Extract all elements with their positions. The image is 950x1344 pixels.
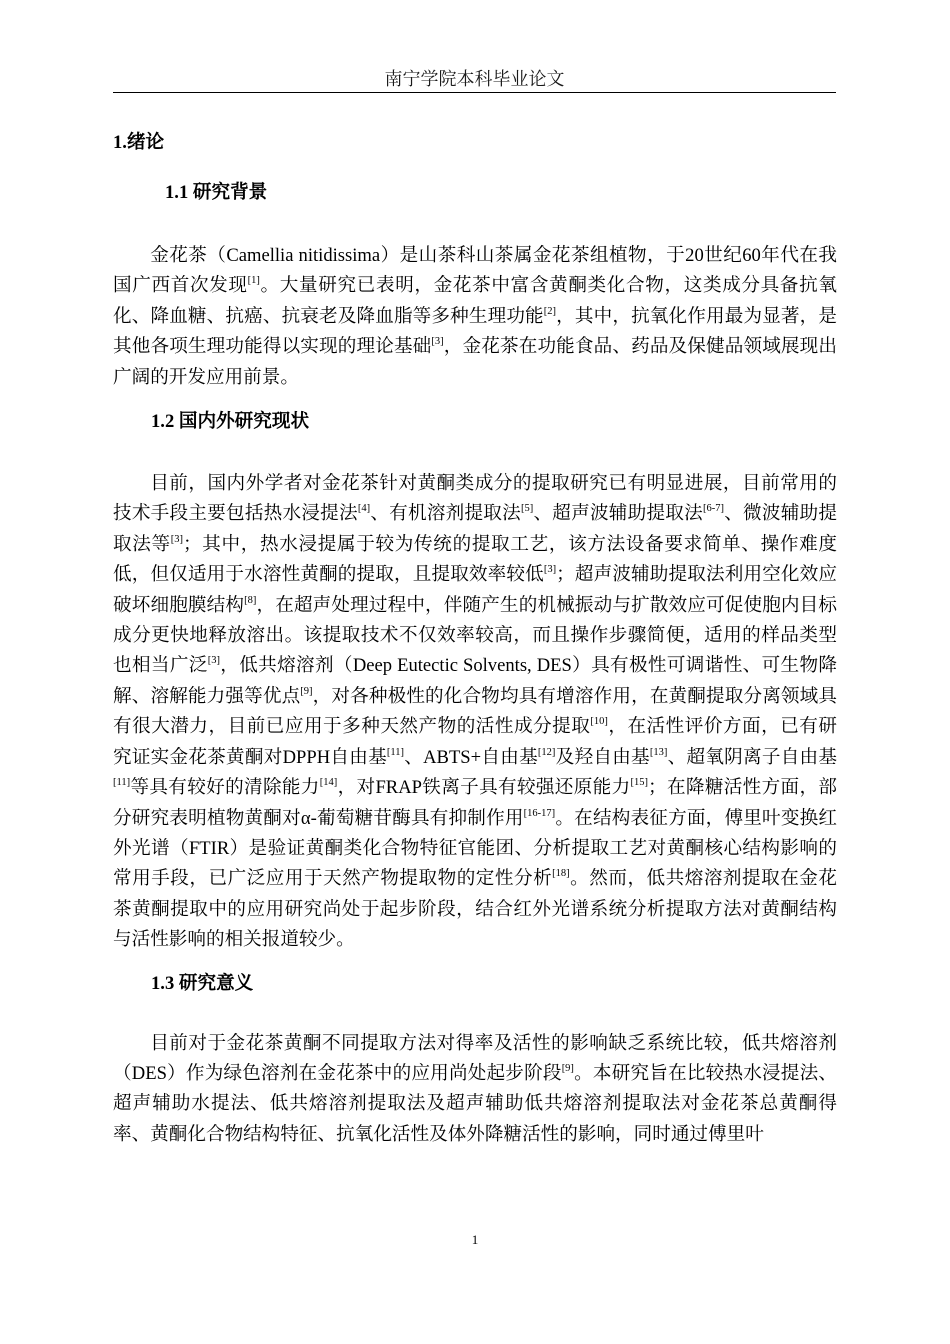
citation: [15] — [630, 777, 649, 789]
citation: [8] — [244, 594, 257, 606]
text-run: 、超声波辅助提取法 — [533, 503, 703, 525]
text-run: 及羟自由基 — [555, 746, 650, 768]
citation: [2] — [543, 305, 557, 317]
page-number: 1 — [471, 1232, 479, 1247]
citation: [3] — [543, 564, 557, 576]
text-run: 、有机溶剂提取法 — [370, 503, 521, 525]
text-run: ；超声波辅助提取法利用空化效应破坏细胞膜结构 — [113, 564, 837, 616]
citation: [9] — [561, 1062, 574, 1074]
text-run: ，在超声处理过程中，伴随产生的机械振动与扩散效应可促使胞内目标成分更快地释放溶出。该提取技术不仅效率较高，而且操作步骤简便，适用的样品类型也相当广泛 — [113, 594, 837, 677]
section-title-1-2: 1.2 国内外研究现状 — [151, 411, 310, 433]
citation: [18] — [552, 868, 570, 880]
text-run: ，金花茶在功能食品、药品及保健品领域展现出广阔的开发应用前景。 — [113, 336, 837, 388]
citation: [4] — [357, 503, 371, 515]
citation: [11] — [386, 746, 405, 758]
section-title-1-1: 1.1 研究背景 — [165, 182, 268, 203]
page-header-title: 南宁学院本科毕业论文 — [384, 69, 565, 89]
text-run: ，对各种极性的化合物均具有增溶作用，在黄酮提取分离领域具有很大潜力，目前已应用于多种天然产物的活性成分提取 — [113, 685, 837, 738]
citation: [3] — [207, 655, 220, 667]
citation: [5] — [520, 503, 534, 515]
text-run: ，在活性评价方面，已有研究证实金花茶黄酮对DPPH自由基 — [113, 716, 837, 768]
citation: [9] — [300, 685, 313, 697]
paragraph-research-status — [113, 469, 837, 956]
text-run: 。然而，低共熔溶剂提取在金花茶黄酮提取中的应用研究尚处于起步阶段，结合红外光谱系统分析提取方法对黄酮结构与活性影响的相关报道较少。 — [113, 868, 837, 951]
header-rule — [113, 92, 836, 93]
citation: [3] — [170, 533, 184, 545]
text-run: 。大量研究已表明，金花茶中富含黄酮类化合物，这类成分具备抗氧化、降血糖、抗癌、抗衰老及降血脂等多种生理功能 — [113, 275, 837, 327]
text-run: 、ABTS+自由基 — [404, 746, 538, 768]
chapter-title: 1.绪论 — [113, 132, 165, 153]
citation: [11] — [113, 777, 131, 789]
citation: [16-17] — [523, 807, 556, 819]
section-title-1-3: 1.3 研究意义 — [151, 972, 254, 994]
citation: [12] — [537, 746, 556, 758]
text-run: 等具有较好的清除能力 — [130, 777, 320, 799]
text-run: ；在降糖活性方面，部分研究表明植物黄酮对α-葡萄糖苷酶具有抑制作用 — [113, 777, 837, 829]
text-run: 金花茶（Camellia nitidissima）是山茶科山茶属金花茶组植物，于20世纪60年代在我国广西首次发现 — [113, 245, 837, 297]
text-run: 。在结构表征方面，傅里叶变换红外光谱（FTIR）是验证黄酮类化合物特征官能团、分析提取工艺对黄酮核心结构影响的常用手段，已广泛应用于天然产物提取物的定性分析 — [113, 807, 837, 890]
citation: [13] — [649, 746, 668, 758]
paragraph-significance — [113, 1029, 837, 1151]
text-run: ，对FRAP铁离子具有较强还原能力 — [337, 777, 631, 799]
citation: [6-7] — [702, 503, 724, 515]
paragraph-background — [113, 241, 837, 393]
citation: [3] — [431, 336, 444, 348]
document-body — [113, 128, 837, 1150]
text-run: ，其中，抗氧化作用最为显著，是其他各项生理功能得以实现的理论基础 — [113, 305, 837, 358]
text-run: 目前对于金花茶黄酮不同提取方法对得率及活性的影响缺乏系统比较，低共熔溶剂（DES）作为绿色溶剂在金花茶中的应用尚处起步阶段 — [113, 1032, 837, 1084]
citation: [1] — [247, 275, 260, 287]
text-run: 。本研究旨在比较热水浸提法、超声辅助水提法、低共熔溶剂提取法及超声辅助低共熔溶剂提取法对金花茶总黄酮得率、黄酮化合物结构特征、抗氧化活性及体外降糖活性的影响，同时通过傅里叶 — [113, 1062, 837, 1145]
text-run: 目前，国内外学者对金花茶针对黄酮类成分的提取研究已有明显进展，目前常用的技术手段主要包括热水浸提法 — [113, 473, 837, 525]
text-run: ；其中，热水浸提属于较为传统的提取工艺，该方法设备要求简单、操作难度低，但仅适用于水溶性黄酮的提取，且提取效率较低 — [113, 533, 837, 586]
text-run: 、超氧阴离子自由基 — [667, 746, 837, 768]
text-run: ，低共熔溶剂（Deep Eutectic Solvents, DES）具有极性可调谐性、可生物降解、溶解能力强等优点 — [113, 655, 837, 707]
citation: [10] — [590, 716, 608, 728]
text-run: 、微波辅助提取法等 — [113, 503, 837, 555]
citation: [14] — [319, 777, 338, 789]
